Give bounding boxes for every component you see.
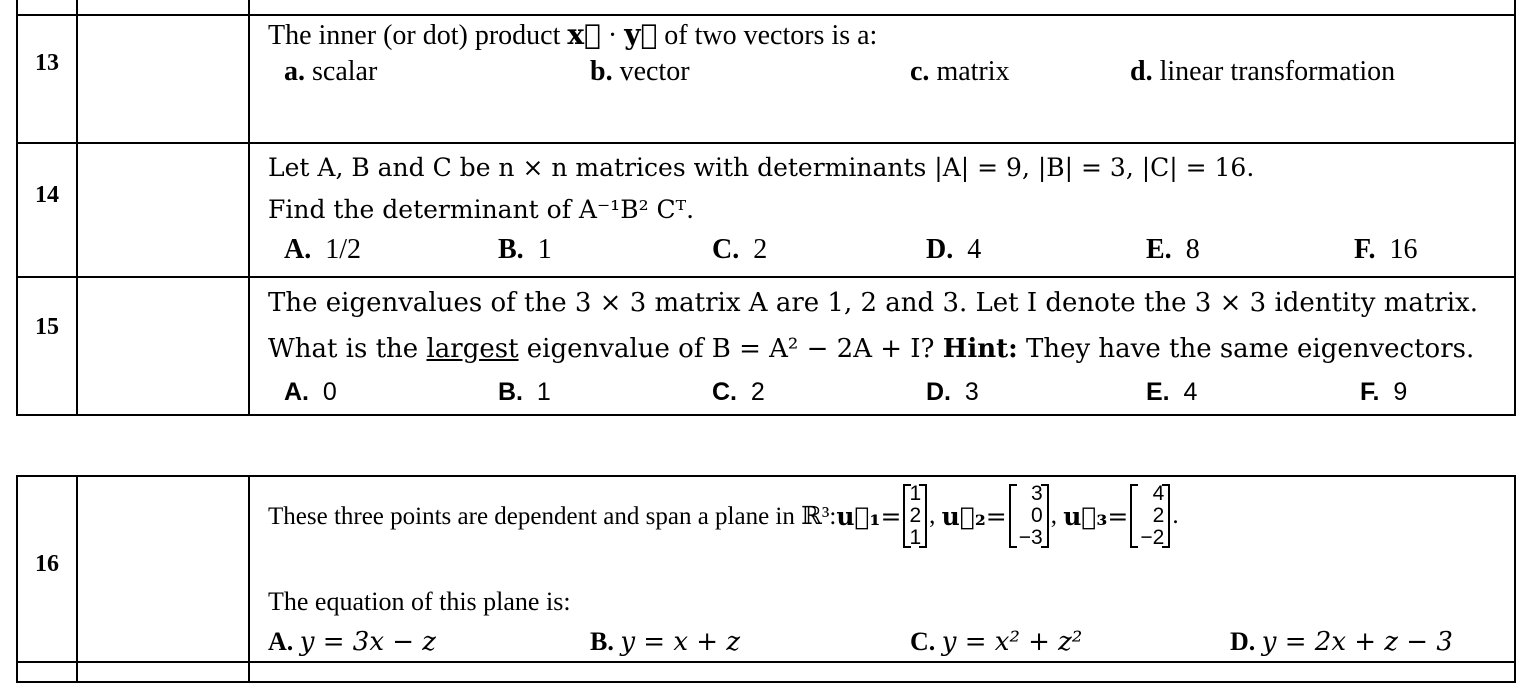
cell-empty	[17, 662, 77, 682]
option-b[interactable]	[590, 627, 740, 657]
dot-symbol: ·	[600, 20, 625, 51]
option-text: linear transformation	[1159, 56, 1396, 87]
option-letter: C.	[712, 234, 740, 265]
comma: ,	[1050, 502, 1057, 529]
option-text: y = 2x + z − 3	[1261, 627, 1453, 657]
question-body-16	[249, 476, 1515, 662]
vector-u1-matrix	[903, 483, 927, 549]
question-body-15	[249, 277, 1515, 415]
option-letter: D.	[1230, 627, 1256, 656]
option-text: vector	[619, 56, 690, 87]
question-stem-line2	[268, 334, 1474, 364]
answer-cell	[77, 476, 249, 662]
comma: ,	[929, 502, 936, 529]
question-number: 16	[35, 551, 59, 577]
question-body-14	[249, 143, 1515, 277]
option-text: 1	[537, 234, 552, 265]
option-text: 3	[964, 378, 979, 406]
matrix-entry: 3	[1031, 482, 1043, 505]
option-b[interactable]	[498, 234, 552, 266]
matrix-entry: 4	[1152, 482, 1165, 505]
matrix-entry: 2	[909, 504, 922, 527]
stem-text: They have the same eigenvectors.	[1017, 334, 1475, 364]
equals-sign: =	[985, 501, 1007, 531]
question-stem-line2: The equation of this plane is:	[268, 587, 571, 616]
option-c[interactable]	[910, 56, 1010, 88]
option-letter: b.	[590, 56, 613, 87]
option-letter: c.	[910, 56, 930, 87]
question-number-cell	[17, 277, 77, 415]
question-stem	[268, 483, 1179, 549]
question-number-cell	[17, 476, 77, 662]
cell-empty	[249, 662, 1515, 682]
option-text: 2	[753, 234, 768, 265]
emphasis-underlined: largest	[426, 334, 519, 364]
cell-empty	[77, 0, 249, 15]
vector-u2-label: u⃗₂	[941, 501, 986, 531]
option-letter: E.	[1146, 234, 1172, 265]
option-text: 8	[1185, 234, 1200, 265]
question-row-15	[17, 277, 1515, 415]
stem-text: eigenvalue of B = A² − 2A + I?	[518, 334, 943, 364]
question-number: 14	[35, 182, 59, 208]
question-number: 15	[35, 314, 59, 340]
option-e[interactable]	[1146, 378, 1197, 407]
option-letter: F.	[1360, 378, 1380, 406]
option-text: 9	[1393, 378, 1408, 406]
option-letter: B.	[590, 627, 614, 656]
option-text: 4	[967, 234, 982, 265]
option-a[interactable]	[268, 627, 436, 657]
option-letter: B.	[498, 234, 524, 265]
option-letter: E.	[1146, 378, 1170, 406]
option-a[interactable]	[284, 378, 337, 407]
option-d[interactable]	[926, 378, 979, 407]
option-letter: C.	[910, 627, 936, 656]
option-text: 2	[750, 378, 765, 406]
cell-empty	[77, 662, 249, 682]
option-c[interactable]	[910, 627, 1082, 657]
option-c[interactable]	[712, 378, 765, 407]
option-d[interactable]	[926, 234, 981, 266]
option-a[interactable]	[284, 56, 377, 88]
cell-empty	[249, 0, 1515, 15]
question-stem-line1: Let A, B and C be n × n matrices with determinants |A| = 9, |B| = 3, |C| = 16.	[268, 153, 1255, 182]
option-letter: d.	[1130, 56, 1153, 87]
equals-sign: =	[1107, 501, 1129, 531]
question-row-14	[17, 143, 1515, 277]
matrix-entry: −3	[1018, 526, 1043, 549]
table-row-bottom-edge	[17, 662, 1515, 682]
answer-cell	[77, 15, 249, 143]
option-letter: A.	[284, 378, 309, 406]
option-f[interactable]	[1354, 234, 1418, 266]
option-text: scalar	[312, 56, 378, 87]
stem-text: The inner (or dot) product	[268, 20, 568, 51]
option-letter: D.	[926, 234, 954, 265]
question-row-16	[17, 476, 1515, 662]
option-text: 16	[1389, 234, 1418, 265]
question-row-13	[17, 15, 1515, 143]
question-body-13	[249, 15, 1515, 143]
stem-text: What is the	[268, 334, 427, 364]
vector-x: x⃗	[567, 18, 601, 51]
vector-u3-label: u⃗₃	[1063, 501, 1108, 531]
option-e[interactable]	[1146, 234, 1200, 266]
option-letter: C.	[712, 378, 737, 406]
option-c[interactable]	[712, 234, 767, 266]
matrix-entry: 2	[1152, 504, 1165, 527]
equals-sign: =	[880, 501, 902, 531]
option-text: y = x + z	[620, 627, 741, 657]
questions-table-top	[16, 0, 1516, 416]
option-letter: F.	[1354, 234, 1376, 265]
vector-u2-matrix	[1009, 483, 1049, 549]
question-stem	[268, 18, 877, 52]
question-number-cell	[17, 143, 77, 277]
option-letter: B.	[498, 378, 523, 406]
option-text: 1/2	[325, 234, 362, 265]
question-number: 13	[35, 50, 59, 76]
question-stem-line1: The eigenvalues of the 3 × 3 matrix A are 1, 2 and 3. Let I denote the 3 × 3 identity matrix.	[268, 288, 1478, 318]
option-text: matrix	[936, 56, 1010, 87]
option-letter: A.	[284, 234, 312, 265]
option-text: 1	[536, 378, 551, 406]
option-d[interactable]	[1230, 627, 1453, 657]
matrix-entry: 1	[909, 482, 922, 505]
option-text: 0	[322, 378, 337, 406]
answer-cell	[77, 143, 249, 277]
option-text: 4	[1183, 378, 1198, 406]
option-letter: D.	[926, 378, 951, 406]
question-stem-line2: Find the determinant of A⁻¹B² Cᵀ.	[268, 195, 695, 224]
option-b[interactable]	[498, 378, 551, 407]
hint-label: Hint:	[942, 334, 1018, 364]
vector-y: y⃗	[624, 18, 658, 51]
period: .	[1172, 502, 1179, 529]
answer-cell	[77, 277, 249, 415]
cell-empty	[17, 0, 77, 15]
option-letter: a.	[284, 56, 305, 87]
questions-table-bottom	[16, 475, 1516, 683]
matrix-entry: 0	[1031, 504, 1043, 527]
question-number-cell	[17, 15, 77, 143]
stem-text: of two vectors is a:	[657, 20, 878, 51]
option-text: y = x² + z²	[941, 627, 1083, 657]
option-b[interactable]	[590, 56, 690, 88]
stem-text: These three points are dependent and span a plane in ℝ³:	[268, 503, 837, 530]
vector-u3-matrix	[1130, 483, 1170, 549]
vector-u1-label: u⃗₁	[836, 501, 881, 531]
matrix-entry: 1	[909, 526, 922, 549]
option-a[interactable]	[284, 234, 361, 266]
option-text: y = 3x − z	[299, 627, 437, 657]
table-row-top-edge	[17, 0, 1515, 15]
option-letter: A.	[268, 627, 294, 656]
option-d[interactable]	[1130, 56, 1395, 88]
option-f[interactable]	[1360, 378, 1407, 407]
matrix-entry: −2	[1140, 526, 1165, 549]
